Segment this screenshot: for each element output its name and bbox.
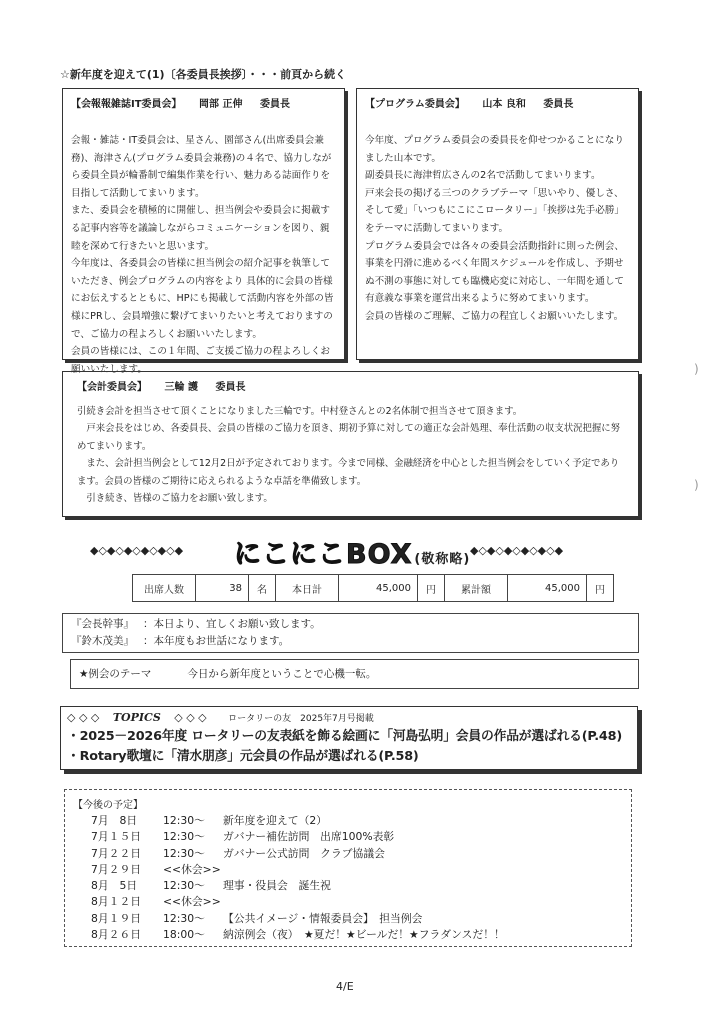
schedule-date: 7月２９日 [91,862,142,876]
pr-paragraph: また、委員会を積極的に開催し、担当例会や委員会に掲載する記事内容等を議論しながらコミュニケーションを図り、親睦を深めて行きたいと思います。 [71,205,331,252]
scan-artifact: ) [694,362,699,376]
pr-committee-heading [71,95,336,110]
pr-committee-box [62,88,345,375]
today-value: 45,000 [339,575,418,602]
nikoniko-comments [62,613,639,653]
diamond-decoration: ◆◇◆◇◆◇◆◇◆◇◆ [470,544,564,557]
schedule-event: 新年度を迎えて（2） [223,814,328,827]
comment-text: ：本年度もお世話になります。 [143,634,290,647]
schedule-time: 12:30～ [163,911,205,925]
accounting-chair-role: 委員長 [215,382,246,393]
schedule-row [73,829,623,845]
table-row [133,575,614,602]
program-paragraph: 戸来会長の掲げる三つのクラブテーマ「思いやり、優しさ、そして愛」「いつもにこにこロータリー」「挨拶は先手必勝」をテーマに活動してまいります。 [365,187,625,234]
accounting-committee-name: 【会計委員会】 [77,382,147,393]
cumulative-label: 累計額 [445,575,508,602]
meeting-theme-value: 今日から新年度ということで心機一転。 [187,668,377,680]
schedule-event: 理事・役員会 誕生祝 [223,879,331,893]
schedule-time: 12:30～ [163,830,205,844]
topics-box [60,706,638,770]
pr-paragraph: 会報・雑誌・IT委員会は、星さん、園部さん(出席委員会兼務)、海津さん(プログラム委員会兼務)の４名で、協力しながら委員全員が輪番制で編集作業を行い、魅力ある誌面作りを目指して活動してまいります。 [71,135,332,199]
schedule-time: <<休会>> [163,862,221,876]
meeting-theme-box [70,659,639,689]
nikoniko-box-title-text: にこにこBOX [234,539,413,570]
program-chair-role: 委員長 [543,99,574,110]
program-paragraph: プログラム委員会では各々の委員会活動指針に則った例会、事業を円滑に進めるべく年間スケジュールを作成し、予期せぬ不測の事態に対しても臨機応変に対応し、一年間を通して有意義な事業を運営出来るように努めてまいります。 [365,240,625,305]
schedule-row [73,927,623,943]
program-committee-heading [365,95,630,110]
schedule-event: ガバナー公式訪問 クラブ協議会 [223,846,385,860]
schedule-time: 12:30～ [163,814,205,827]
schedule-date: 7月２２日 [91,846,142,860]
schedule-box [64,789,632,947]
schedule-event: ガバナー補佐訪問 出席100%表彰 [223,830,395,844]
diamond-decoration: ◇ ◇ ◇ [174,711,207,724]
program-paragraph: 副委員長に海津哲広さんの2名で活動してまいります。 [365,170,601,182]
topics-heading [67,711,631,727]
nikoniko-stats-table [132,574,614,602]
schedule-date: 8月１２日 [91,895,142,909]
attendance-label: 出席人数 [133,575,196,602]
accounting-committee-box [62,371,639,517]
schedule-time: 12:30～ [163,879,205,893]
today-unit: 円 [418,575,445,602]
accounting-paragraph: 引続き会計を担当させて頂くことになりました三輪です。中村登さんとの2名体制で担当させて頂きます。 [77,406,523,417]
topic-item: ・2025－2026年度 ロータリーの友表紙を飾る絵画に「河島弘明」会員の作品が選ばれる(P.48) [67,729,622,744]
accounting-paragraph: 引き続き、皆様のご協力をお願い致します。 [77,493,273,505]
topics-source: ロータリーの友 2025年7月号掲載 [228,714,374,724]
pr-committee-name: 【会報報雑誌IT委員会】 [71,99,182,110]
today-label: 本日計 [276,575,339,602]
comment-text: ：本日より、宜しくお願い致します。 [143,618,321,630]
page-title: ☆新年度を迎えて(1)〔各委員長挨拶〕・・・前頁から続く [60,68,347,81]
program-committee-name: 【プログラム委員会】 [365,99,465,110]
schedule-row [73,862,623,878]
schedule-time: 18:00～ [163,928,205,942]
topic-item: ・Rotary歌壇に「清水朋彦」元会員の作品が選ばれる(P.58) [67,749,419,764]
comment-name: 『会長幹事』 [71,618,134,630]
schedule-date: 8月２６日 [91,928,142,942]
schedule-time: <<休会>> [163,895,221,909]
page-number: 4/E [336,980,354,993]
comment-name: 『鈴木茂美』 [71,634,134,647]
nikoniko-box-title [234,532,470,571]
diamond-decoration: ◆◇◆◇◆◇◆◇◆◇◆ [90,544,184,557]
schedule-row [73,894,623,910]
schedule-title: 【今後の予定】 [73,800,143,811]
schedule-event: 【公共イメージ・情報委員会】 担当例会 [223,911,423,925]
attendance-unit: 名 [249,575,276,602]
accounting-paragraph: また、会計担当例会として12月2日が予定されております。今まで同様、金融経済を中心とした担当例会をしていく予定であります。会員の皆様のご期待に応えられるような卓話を準備致します。 [77,458,620,487]
program-chair-name: 山本 良和 [482,99,526,110]
nikoniko-box-title-sub: (敬称略) [414,552,471,567]
pr-paragraph: 今年度は、各委員会の皆様に担当例会の紹介記事を執筆していただき、例会プログラムの内容をより 具体的に会員の皆様にお伝えするとともに、HPにも掲載して活動内容を外部の皆様にPRし、会員増強に繋げてまいりたいと考えておりますので、ご協力の程よろしくお願いいたします。 [71,258,334,340]
schedule-date: 7月１５日 [91,830,142,844]
schedule-event: 納涼例会（夜） ★夏だ！★ビールだ！★フラダンスだ！！ [223,928,505,942]
accounting-paragraph: 戸来会長をはじめ、各委員長、会員の皆様のご協力を頂き、期初予算に対しての適正な会計処理、奉仕活動の収支状況把握に努めてまいります。 [77,423,621,452]
cumulative-value: 45,000 [508,575,587,602]
schedule-date: 7月 8日 [91,814,138,827]
accounting-committee-heading [77,378,624,393]
scan-artifact: ) [694,478,699,492]
pr-paragraph: 会員の皆様には、この１年間、ご支援ご協力の程よろしくお願いいたします。 [71,346,331,375]
comment-row [71,633,630,650]
schedule-row [73,911,623,927]
program-paragraph: 会員の皆様のご理解、ご協力の程宜しくお願いいたします。 [365,310,624,322]
pr-chair-name: 岡部 正伸 [199,99,243,110]
schedule-time: 12:30～ [163,846,205,860]
comment-row [71,616,630,633]
cumulative-unit: 円 [587,575,614,602]
schedule-row [73,878,623,894]
accounting-chair-name: 三輪 護 [164,382,198,393]
nikoniko-box-header [90,534,650,570]
meeting-theme-label: ★例会のテーマ [79,668,152,680]
schedule-date: 8月１９日 [91,911,142,925]
pr-chair-role: 委員長 [260,99,290,110]
schedule-row [73,813,623,829]
topics-title: TOPICS [112,711,161,724]
program-paragraph: 今年度、プログラム委員会の委員長を仰せつかることになりました山本です。 [365,135,624,164]
schedule-row [73,846,623,862]
schedule-date: 8月 5日 [91,879,138,893]
program-committee-box [356,88,639,360]
attendance-value: 38 [196,575,249,602]
diamond-decoration: ◇ ◇ ◇ [67,711,100,724]
